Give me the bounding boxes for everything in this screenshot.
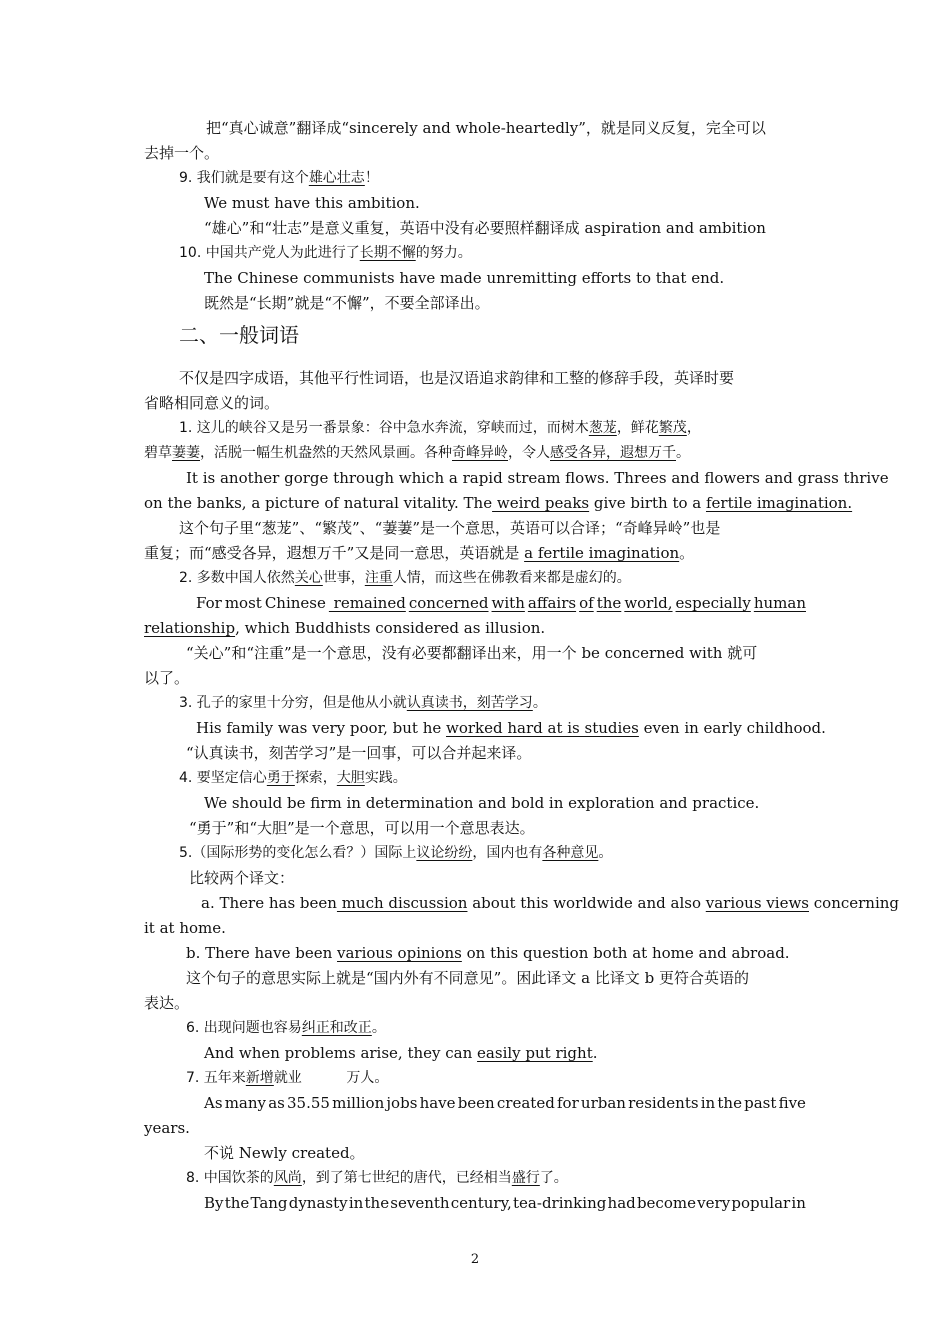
text-line [204, 218, 766, 238]
text-line [189, 868, 294, 888]
text-run: century, [450, 1194, 512, 1212]
underlined-phrase: fertile imagination. [705, 494, 853, 512]
text-line [186, 643, 806, 663]
underlined-phrase: concerned [408, 594, 489, 612]
text-run: in [348, 1194, 364, 1212]
text-run: popular [731, 1194, 791, 1212]
underlined-phrase: 盛行 [511, 1170, 540, 1186]
text-line [179, 418, 701, 438]
text-line [186, 743, 531, 763]
underlined-phrase: a fertile imagination [524, 544, 680, 562]
underlined-phrase: 注重 [364, 570, 393, 586]
text-run: For [196, 594, 222, 612]
text-line [189, 818, 535, 838]
text-run: had [607, 1194, 636, 1212]
text-run: even in early childhood. [638, 719, 826, 737]
text-run: Chinese [264, 594, 326, 612]
text-run: “关心”和“注重”是一个意思，没有必要都翻译出来，用一个 be concerned with 就可 [186, 644, 758, 662]
text-run: 世事， [322, 570, 365, 586]
text-run: 。 [679, 544, 695, 562]
text-line [186, 1168, 568, 1188]
underlined-phrase: especially [675, 594, 751, 612]
text-line [144, 1118, 190, 1138]
underlined-phrase: 雄心壮志 [308, 170, 365, 186]
text-line [179, 843, 612, 863]
text-line [204, 1143, 365, 1163]
text-run: 5.（国际形势的变化怎么看？）国际上 [179, 845, 417, 861]
text-line [144, 918, 226, 938]
text-run: 9. 我们就是要有这个 [179, 170, 309, 186]
underlined-phrase: relationship [144, 619, 236, 637]
text-run: it at home. [144, 919, 226, 937]
text-run: Tang [250, 1194, 288, 1212]
text-line [179, 243, 472, 263]
underlined-phrase: of [579, 594, 594, 612]
text-run: give birth to a [589, 494, 706, 512]
underlined-phrase: much discussion [336, 894, 468, 912]
underlined-phrase: 各种意见 [542, 845, 599, 861]
text-run: 二、一般词语 [179, 323, 299, 347]
text-run: past [744, 1094, 777, 1112]
text-run: on the banks, a picture of natural vitality. The [144, 494, 493, 512]
text-run: ，鲜花 [616, 420, 659, 436]
text-run: the [224, 1194, 250, 1212]
text-run: the [364, 1194, 390, 1212]
text-run: 。 [532, 695, 547, 711]
text-run: have [419, 1094, 456, 1112]
text-run: ，国内也有 [472, 845, 543, 861]
underlined-phrase: 纠正和改正 [301, 1020, 372, 1036]
underlined-phrase: 大胆 [336, 770, 365, 786]
text-run: 。 [371, 1020, 386, 1036]
text-run: 既然是“长期”就是“不懈”，不要全部译出。 [204, 294, 490, 312]
text-run: 以了。 [144, 669, 190, 687]
text-run: It is another gorge through which a rapid stream flows. Threes and flowers and grass thrive [186, 469, 889, 487]
text-run: 人情，而这些在佛教看来都是虚幻的。 [392, 570, 631, 586]
text-run: many [224, 1094, 267, 1112]
underlined-phrase: the [596, 594, 622, 612]
text-line [204, 268, 724, 288]
text-run: 把“真心诚意”翻译成“sincerely and whole-heartedly”，就是同义反复，完全可以 [206, 119, 766, 137]
underlined-phrase: weird peaks [492, 494, 590, 512]
text-line [196, 718, 826, 738]
text-line [206, 118, 806, 138]
text-run: been [457, 1094, 495, 1112]
text-run: As [204, 1094, 223, 1112]
text-run: ！ [364, 170, 379, 186]
text-run: on this question both at home and abroad. [461, 944, 790, 962]
text-line [204, 193, 420, 213]
text-line [201, 893, 899, 913]
text-line [204, 1193, 806, 1213]
text-line [144, 668, 189, 688]
text-run: 2. 多数中国人依然 [179, 570, 295, 586]
text-run: in [700, 1094, 716, 1112]
text-line [144, 618, 545, 638]
text-line [144, 443, 690, 463]
text-run: five [778, 1094, 806, 1112]
underlined-phrase: 认真读书，刻苦学习 [406, 695, 533, 711]
text-run: ，令人 [508, 445, 550, 461]
text-line [144, 143, 219, 163]
text-line [144, 993, 189, 1013]
underlined-phrase: 葱茏 [588, 420, 617, 436]
text-run: urban [580, 1094, 626, 1112]
text-run: concerning [809, 894, 900, 912]
text-run: 不仅是四字成语，其他平行性词语，也是汉语追求韵律和工整的修辞手段，英译时要 [179, 369, 735, 387]
text-run: We should be firm in determination and bold in exploration and practice. [204, 794, 760, 812]
text-line [144, 543, 694, 563]
text-run: 。 [676, 445, 690, 461]
text-line [179, 518, 806, 538]
text-run: years. [144, 1119, 190, 1137]
underlined-phrase: various opinions [337, 944, 462, 962]
text-run: the [717, 1094, 742, 1112]
underlined-phrase: 萋萋 [172, 445, 200, 461]
text-run: created [496, 1094, 555, 1112]
text-line [179, 693, 547, 713]
text-run: By [204, 1194, 224, 1212]
text-run: “认真读书，刻苦学习”是一回事，可以合并起来译。 [186, 744, 532, 762]
text-run: 的努力。 [415, 245, 472, 261]
text-run: as [268, 1094, 285, 1112]
text-run: 就业 万人。 [273, 1070, 389, 1086]
text-run: 去掉一个。 [144, 144, 220, 162]
text-run: 8. 中国饮茶的 [186, 1170, 274, 1186]
text-line [204, 293, 490, 313]
text-run: in [791, 1194, 806, 1212]
text-run: The Chinese communists have made unremitting efforts to that end. [204, 269, 725, 287]
underlined-phrase: human [753, 594, 806, 612]
text-run: 省略相同意义的词。 [144, 394, 280, 412]
text-line [186, 1018, 386, 1038]
text-line [186, 468, 889, 488]
underlined-phrase: 新增 [245, 1070, 274, 1086]
text-run: 比较两个译文： [189, 869, 295, 887]
underlined-phrase: 风尚 [273, 1170, 302, 1186]
text-run: 不说 Newly created。 [204, 1144, 365, 1162]
text-line [179, 568, 631, 588]
text-run: very [697, 1194, 731, 1212]
text-run: 重复；而“感受各异，遐想万千”又是同一意思，英语就是 [144, 544, 525, 562]
underlined-phrase: 关心 [294, 570, 323, 586]
text-run: 3. 孔子的家里十分穷，但是他从小就 [179, 695, 407, 711]
underlined-phrase: 长期不懈 [359, 245, 416, 261]
text-run: 6. 出现问题也容易 [186, 1020, 302, 1036]
text-line [204, 1093, 806, 1113]
underlined-phrase: 议论纷纷 [416, 845, 473, 861]
text-run: tea-drinking [513, 1194, 607, 1212]
text-line [179, 768, 407, 788]
text-run: 这个句子里“葱茏”、“繁茂”、“萋萋”是一个意思，英语可以合译；“奇峰异岭”也是 [179, 519, 721, 537]
text-run: 碧草 [144, 445, 172, 461]
text-run: a. There has been [201, 894, 337, 912]
text-line [144, 493, 852, 513]
text-run: ，到了第七世纪的唐代，已经相当 [301, 1170, 512, 1186]
text-run: “勇于”和“大胆”是一个意思，可以用一个意思表达。 [189, 819, 535, 837]
text-run: 4. 要坚定信心 [179, 770, 267, 786]
text-run: residents [628, 1094, 699, 1112]
text-run: 了。 [539, 1170, 568, 1186]
text-run: 7. 五年来 [186, 1070, 246, 1086]
text-run: most [224, 594, 262, 612]
text-run: become [636, 1194, 696, 1212]
text-line [186, 1068, 388, 1088]
text-run: We must have this ambition. [204, 194, 420, 212]
text-line [186, 943, 790, 963]
text-run: His family was very poor, but he [196, 719, 446, 737]
text-line [204, 793, 759, 813]
text-run: And when problems arise, they can [204, 1044, 478, 1062]
text-run: ， [686, 420, 701, 436]
text-run: jobs [386, 1094, 418, 1112]
text-run: ，活脱一幅生机盎然的天然风景画。各种 [200, 445, 452, 461]
underlined-phrase: various views [705, 894, 809, 912]
text-line [179, 168, 379, 188]
text-run: 这个句子的意思实际上就是“国内外有不同意见”。困此译文 a 比译文 b 更符合英语的 [186, 969, 749, 987]
text-run: 实践。 [364, 770, 407, 786]
underlined-phrase: 奇峰异岭 [452, 445, 508, 461]
text-run: for [556, 1094, 579, 1112]
text-run: dynasty [288, 1194, 348, 1212]
underlined-phrase: easily put right [477, 1044, 593, 1062]
underlined-phrase: world, [624, 594, 673, 612]
underlined-phrase: 感受各异，遐想万千 [550, 445, 676, 461]
text-line [204, 1043, 598, 1063]
text-run: 10. 中国共产党人为此进行了 [179, 245, 360, 261]
text-run: 1. 这儿的峡谷又是另一番景象：谷中急水奔流，穿峡而过，而树木 [179, 420, 589, 436]
underlined-phrase: worked hard at is studies [446, 719, 639, 737]
text-line [186, 968, 806, 988]
text-run: . [592, 1044, 598, 1062]
text-run: , which Buddhists considered as illusion. [235, 619, 546, 637]
text-line [179, 368, 806, 388]
text-run: 探索， [294, 770, 337, 786]
underlined-phrase: 勇于 [266, 770, 295, 786]
text-run: b. There have been [186, 944, 338, 962]
text-run: about this worldwide and also [467, 894, 706, 912]
text-run: 。 [598, 845, 613, 861]
underlined-phrase: 繁茂 [658, 420, 687, 436]
text-run: 35.55 [287, 1094, 330, 1112]
text-run: 表达。 [144, 994, 190, 1012]
underlined-phrase: with [491, 594, 525, 612]
text-run: million [332, 1094, 385, 1112]
underlined-phrase: affairs [527, 594, 577, 612]
page-number: 2 [470, 1252, 480, 1267]
underlined-phrase: remained [328, 594, 406, 612]
section-heading [179, 322, 299, 348]
text-run: seventh [390, 1194, 450, 1212]
text-line [196, 593, 806, 613]
text-run: “雄心”和“壮志”是意义重复，英语中没有必要照样翻译成 aspiration and ambition [204, 219, 766, 237]
text-line [144, 393, 279, 413]
